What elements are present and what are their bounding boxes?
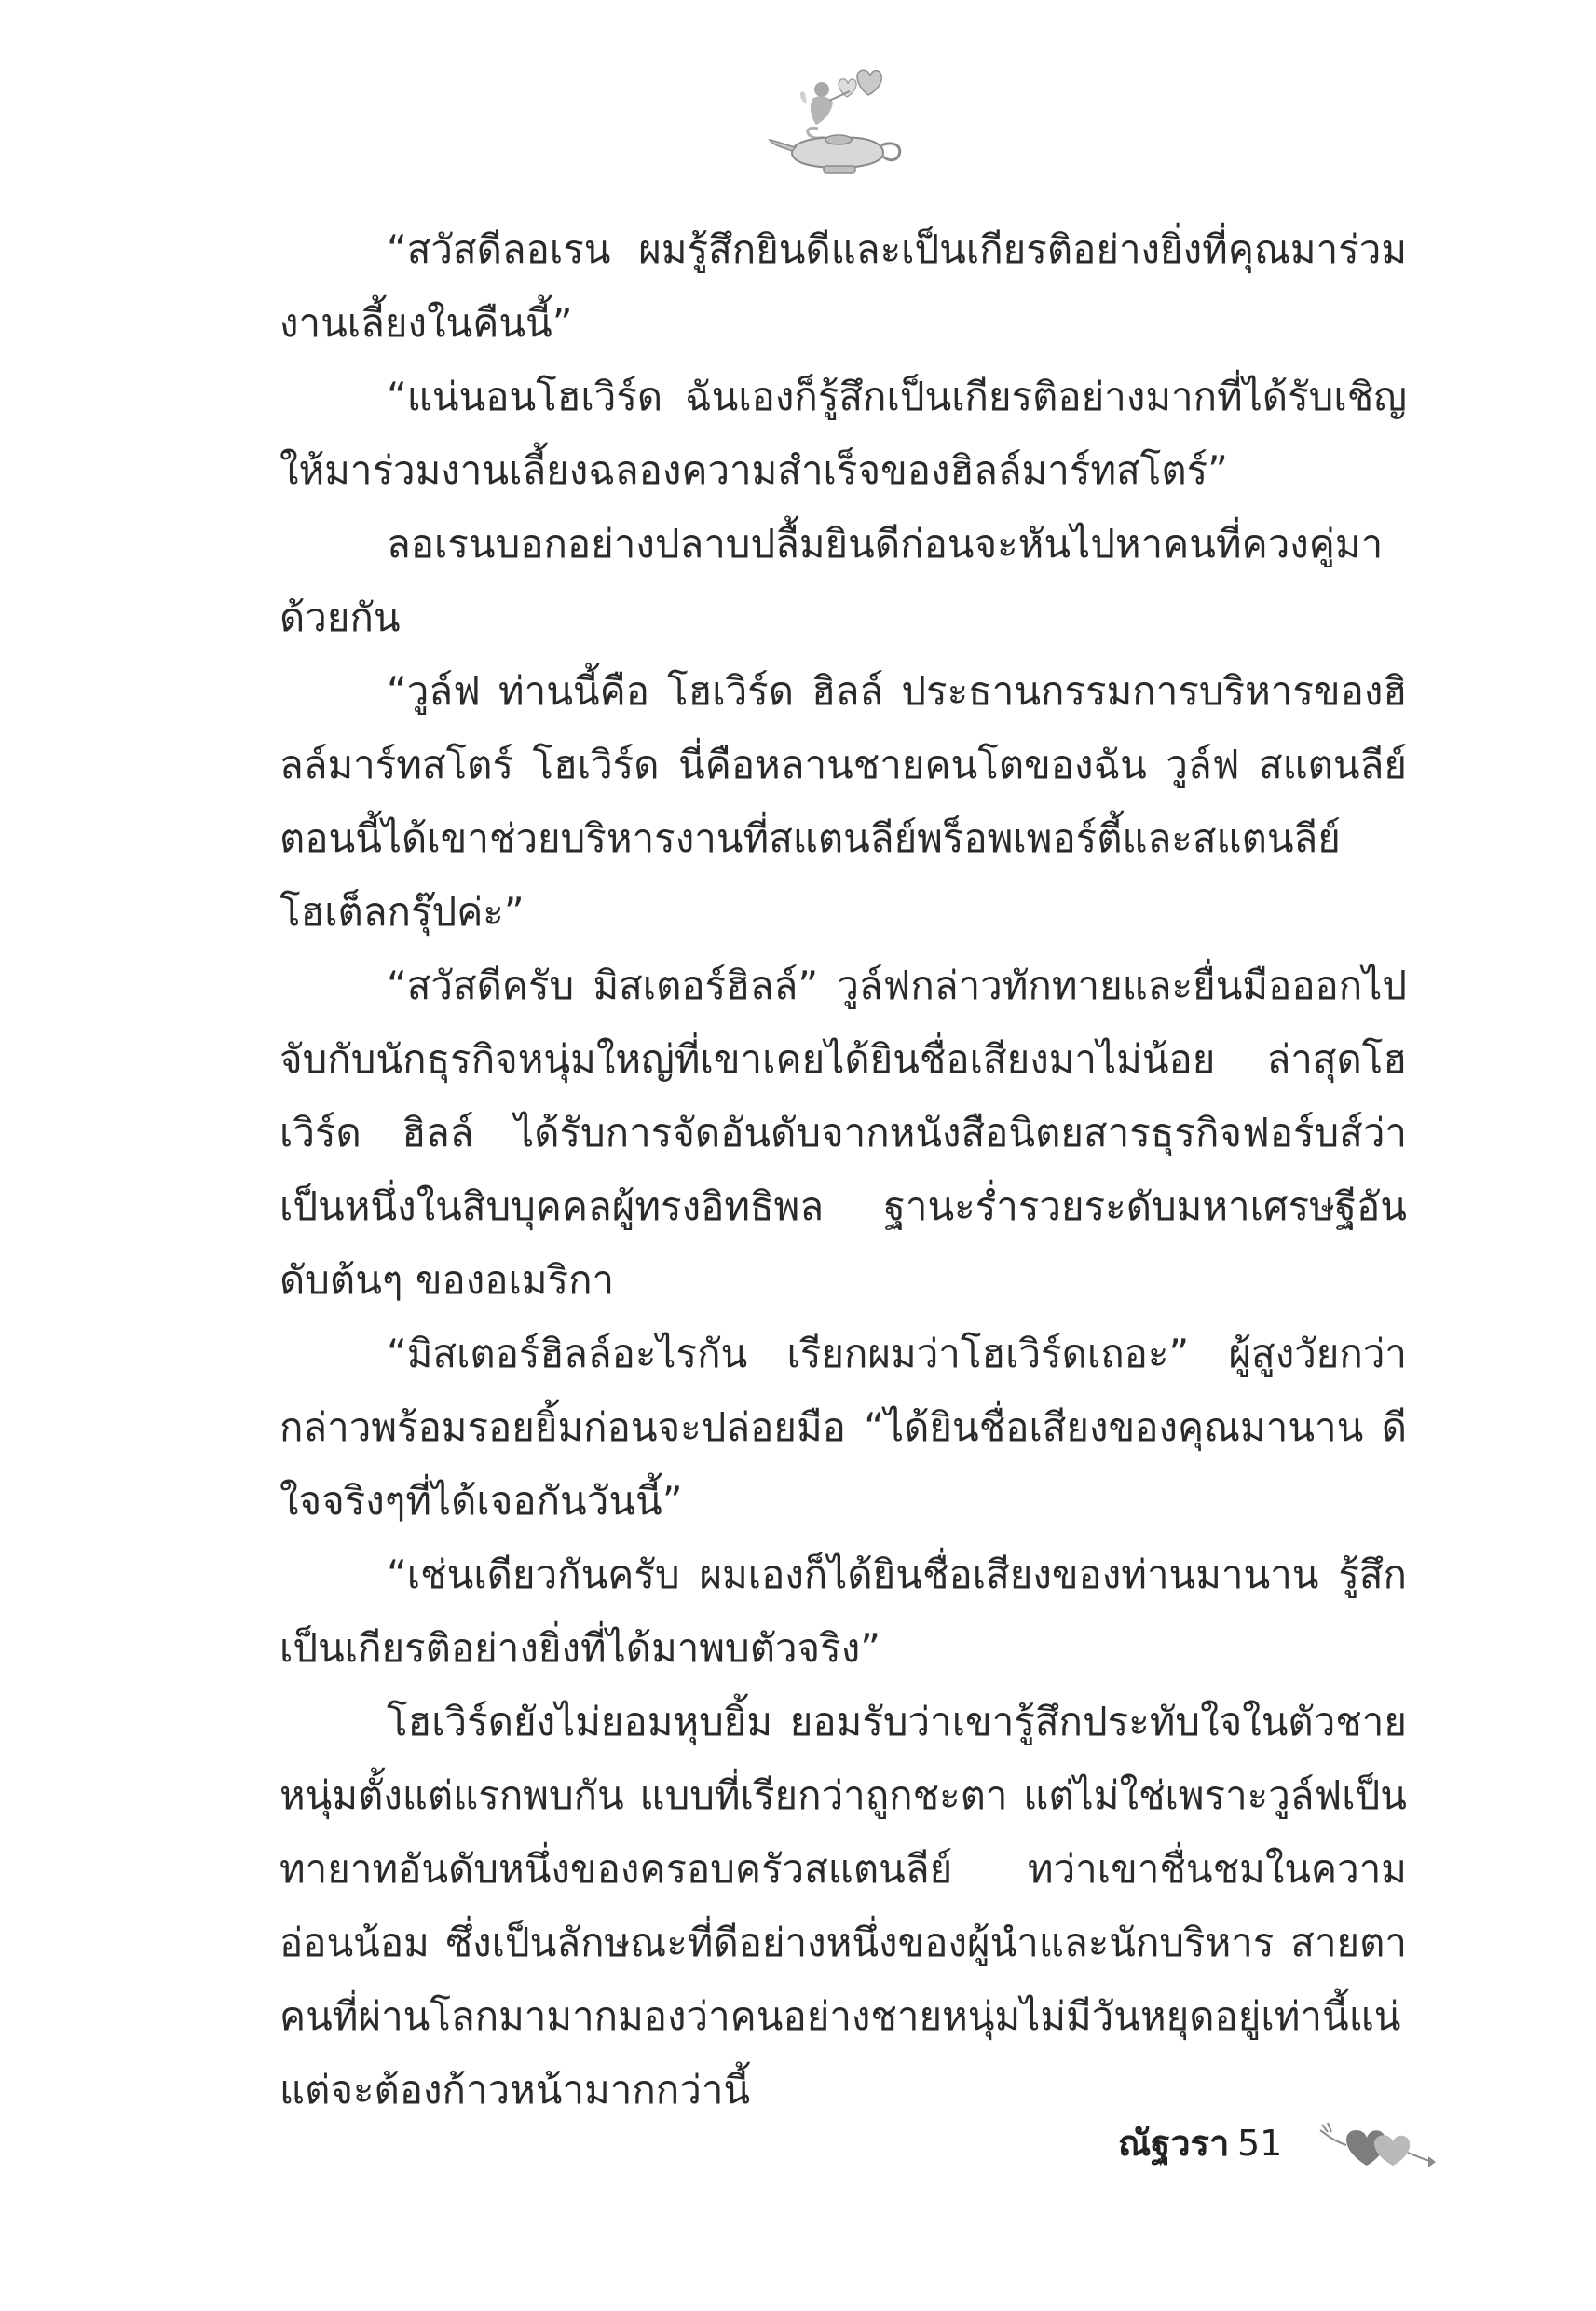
paragraph: “วูล์ฟ ท่านนี้คือ โฮเวิร์ด ฮิลล์ ประธานกรรมการบริหารของฮิลล์มาร์ทสโตร์ โฮเวิร์ด นี่คือหลานชายคนโตของฉัน วูล์ฟ สแตนลีย์ ตอนนี้ได้เขาช่วยบริหารงานที่สแตนลีย์พร็อพเพอร์ตี้และสแตนลีย์โฮเต็ลกรุ๊ปค่ะ” — [280, 668, 1407, 935]
hearts-with-arrow-icon — [1318, 2117, 1439, 2175]
paragraph: “สวัสดีครับ มิสเตอร์ฮิลล์” วูล์ฟกล่าวทักทายและยื่นมือออกไปจับกับนักธุรกิจหนุ่มใหญ่ที่เขาเคยได้ยินชื่อเสียงมาไม่น้อย ล่าสุดโฮเวิร์ด ฮิลล์ ได้รับการจัดอันดับจากหนังสือนิตยสารธุรกิจฟอร์บส์ว่าเป็นหนึ่งในสิบบุคคลผู้ทรงอิทธิพล ฐานะร่ำรวยระดับมหาเศรษฐีอันดับต้นๆ ของอเมริกา — [280, 963, 1407, 1303]
book-title: ณัฐวรา — [1118, 2123, 1230, 2164]
paragraph: โฮเวิร์ดยังไม่ยอมหุบยิ้ม ยอมรับว่าเขารู้สึกประทับใจในตัวชายหนุ่มตั้งแต่แรกพบกัน แบบที่เรียกว่าถูกชะตา แต่ไม่ใช่เพราะวูล์ฟเป็นทายาทอันดับหนึ่งของครอบครัวสแตนลีย์ ทว่าเขาชื่นชมในความอ่อนน้อม ซึ่งเป็นลักษณะที่ดีอย่างหนึ่งของผู้นำและนักบริหาร สายตาคนที่ผ่านโลกมามากมองว่าคนอย่างชายหนุ่มไม่มีวันหยุดอยู่เท่านี้แน่แต่จะต้องก้าวหน้ามากกว่านี้ — [280, 1699, 1407, 2113]
paragraph: “เช่นเดียวกันครับ ผมเองก็ได้ยินชื่อเสียงของท่านมานาน รู้สึกเป็นเกียรติอย่างยิ่งที่ได้มาพบตัวจริง” — [280, 1552, 1407, 1671]
lamp-with-cupid-icon — [764, 56, 913, 177]
paragraph: “แน่นอนโฮเวิร์ด ฉันเองก็รู้สึกเป็นเกียรติอย่างมากที่ได้รับเชิญให้มาร่วมงานเลี้ยงฉลองความสำเร็จของฮิลล์มาร์ทสโตร์” — [280, 374, 1407, 493]
paragraph: “สวัสดีลอเรน ผมรู้สึกยินดีและเป็นเกียรติอย่างยิ่งที่คุณมาร่วมงานเลี้ยงในคืนนี้” — [280, 226, 1407, 346]
paragraph: ลอเรนบอกอย่างปลาบปลื้มยินดีก่อนจะหันไปหาคนที่ควงคู่มาด้วยกัน — [280, 521, 1384, 640]
page-number: 51 — [1237, 2123, 1283, 2164]
page-footer — [1118, 2115, 1491, 2181]
paragraph: “มิสเตอร์ฮิลล์อะไรกัน เรียกผมว่าโฮเวิร์ดเถอะ” ผู้สูงวัยกว่ากล่าวพร้อมรอยยิ้มก่อนจะปล่อยมือ “ได้ยินชื่อเสียงของคุณมานาน ดีใจจริงๆที่ได้เจอกันวันนี้” — [280, 1331, 1407, 1524]
story-text — [280, 212, 1407, 2126]
